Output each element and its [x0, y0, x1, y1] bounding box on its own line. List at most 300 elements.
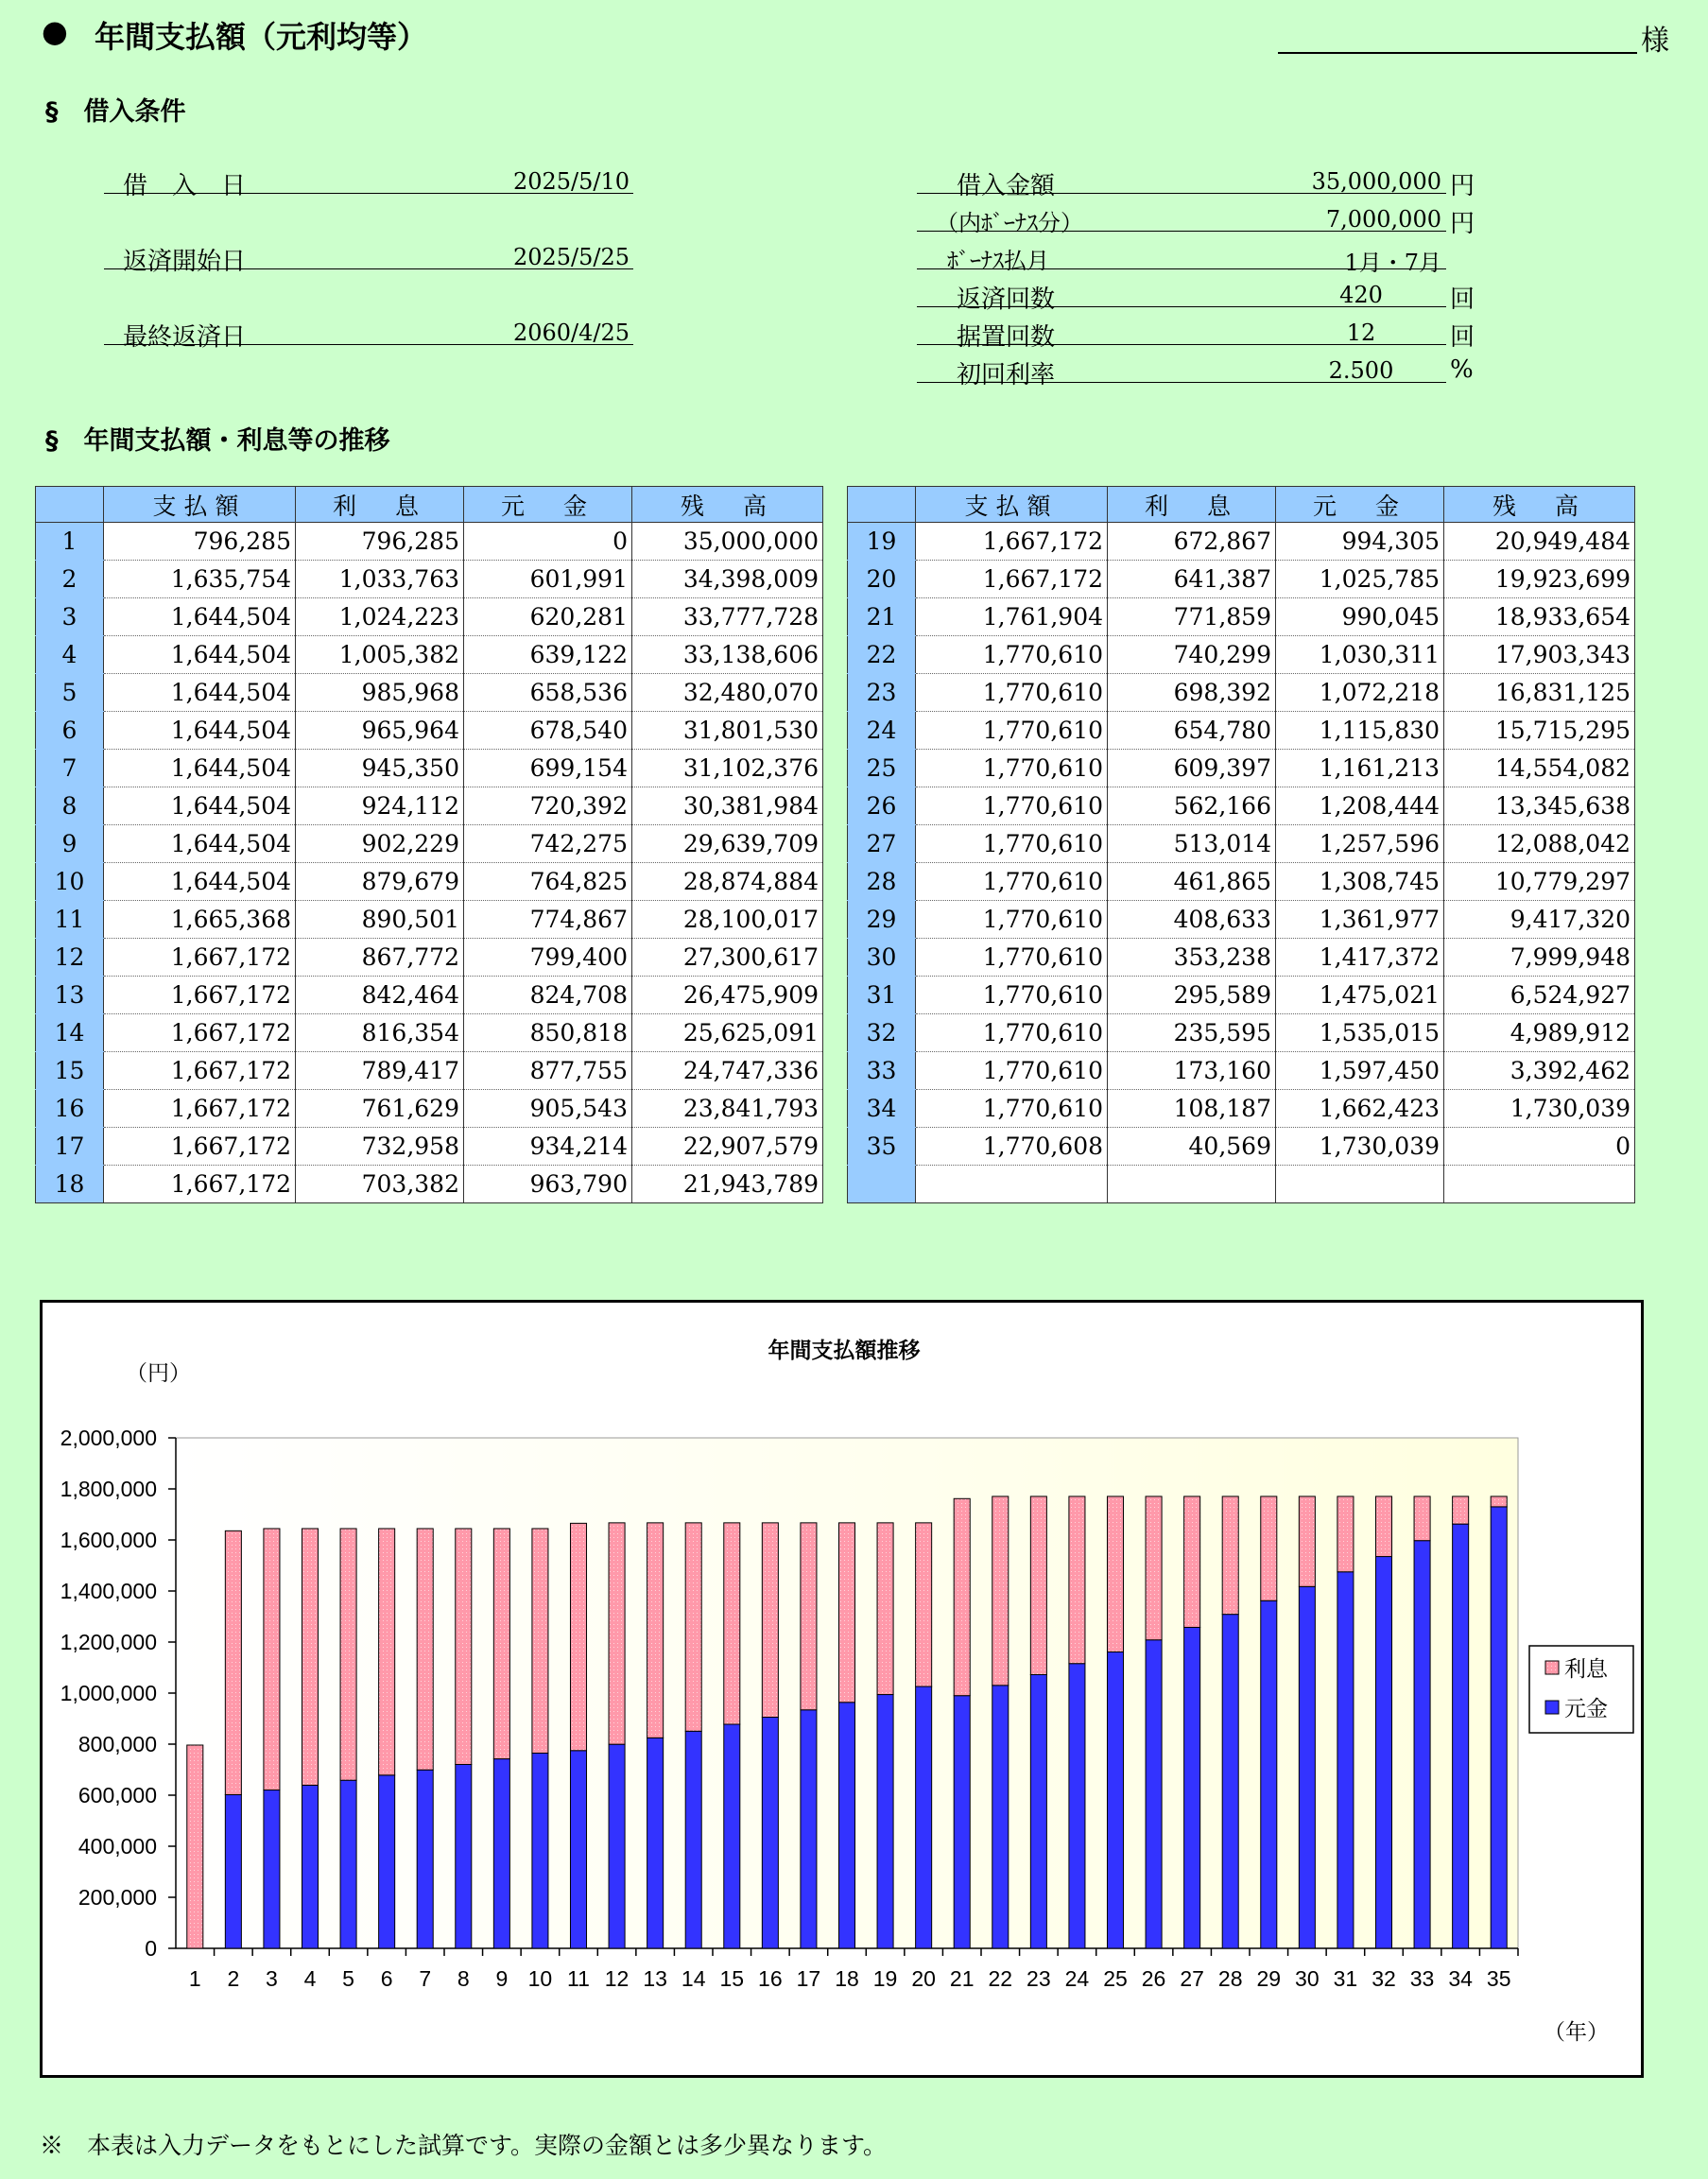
bar-principal	[801, 1710, 817, 1948]
amount-cell: 1,770,610	[916, 977, 1108, 1014]
amount-cell: 4,989,912	[1444, 1014, 1635, 1052]
condition-value: 12	[1346, 320, 1376, 346]
bar-principal	[762, 1718, 778, 1948]
column-header: 利 息	[1108, 487, 1276, 523]
amount-cell: 1,770,610	[916, 636, 1108, 674]
x-tick-label: 6	[380, 1966, 393, 1991]
amount-cell: 1,770,610	[916, 750, 1108, 787]
amount-cell: 742,275	[464, 825, 632, 863]
amount-cell: 761,629	[296, 1090, 464, 1128]
x-tick-label: 10	[527, 1966, 553, 1991]
condition-value: 2025/5/25	[512, 244, 630, 270]
condition-value: 2060/4/25	[512, 320, 630, 346]
bar-principal	[532, 1753, 548, 1948]
bar-interest	[647, 1523, 664, 1738]
bar-principal	[685, 1731, 701, 1948]
year-cell: 31	[848, 977, 916, 1014]
condition-label: 返済開始日	[123, 248, 247, 276]
amount-cell	[1444, 1166, 1635, 1203]
table-row	[848, 901, 1635, 939]
y-axis-unit-label: （円）	[126, 1360, 191, 1385]
column-header: 支払額	[916, 487, 1108, 523]
column-header: 支払額	[104, 487, 296, 523]
condition-value: 2.500	[1328, 357, 1394, 384]
bar-principal	[493, 1759, 509, 1948]
bar-principal	[916, 1686, 932, 1948]
amount-cell: 461,865	[1108, 863, 1276, 901]
year-cell: 30	[848, 939, 916, 977]
amount-cell: 890,501	[296, 901, 464, 939]
amortization-table-right	[847, 486, 1635, 1203]
bar-interest	[762, 1523, 778, 1718]
amount-cell: 7,999,948	[1444, 939, 1635, 977]
year-cell: 29	[848, 901, 916, 939]
year-cell: 17	[36, 1128, 104, 1166]
bar-interest	[225, 1530, 241, 1794]
bar-interest	[1146, 1496, 1162, 1640]
chart-panel	[40, 1300, 1644, 2078]
amount-cell: 0	[1444, 1128, 1635, 1166]
table-row	[848, 825, 1635, 863]
amount-cell: 25,625,091	[632, 1014, 823, 1052]
customer-name-field[interactable]	[1278, 52, 1637, 54]
amount-cell: 33,138,606	[632, 636, 823, 674]
amount-cell: 1,597,450	[1276, 1052, 1444, 1090]
bar-interest	[417, 1529, 433, 1770]
amount-cell: 789,417	[296, 1052, 464, 1090]
amount-cell: 1,667,172	[104, 1128, 296, 1166]
bar-interest	[379, 1529, 395, 1775]
amount-cell: 879,679	[296, 863, 464, 901]
table-row	[36, 523, 823, 561]
bar-principal	[1375, 1557, 1391, 1948]
amount-cell: 1,072,218	[1276, 674, 1444, 712]
bar-principal	[1491, 1507, 1507, 1948]
amount-cell: 1,662,423	[1276, 1090, 1444, 1128]
amount-cell: 23,841,793	[632, 1090, 823, 1128]
amount-cell: 3,392,462	[1444, 1052, 1635, 1090]
amount-cell: 21,943,789	[632, 1166, 823, 1203]
x-tick-label: 22	[988, 1966, 1013, 1991]
amount-cell: 1,005,382	[296, 636, 464, 674]
table-row	[848, 636, 1635, 674]
bar-principal	[340, 1780, 356, 1948]
x-tick-label: 33	[1409, 1966, 1435, 1991]
amount-cell: 703,382	[296, 1166, 464, 1203]
x-tick-label: 35	[1486, 1966, 1511, 1991]
bar-principal	[1453, 1524, 1469, 1948]
amount-cell: 24,747,336	[632, 1052, 823, 1090]
table-row	[848, 787, 1635, 825]
bar-interest	[532, 1529, 548, 1754]
y-tick-label: 200,000	[78, 1885, 157, 1910]
amount-cell: 678,540	[464, 712, 632, 750]
condition-label: ﾎﾞｰﾅｽ払月	[947, 248, 1049, 274]
amount-cell: 14,554,082	[1444, 750, 1635, 787]
amount-cell: 32,480,070	[632, 674, 823, 712]
section-loan-conditions: § 借入条件	[45, 97, 186, 127]
table-row	[848, 750, 1635, 787]
column-header	[848, 487, 916, 523]
bar-interest	[992, 1496, 1009, 1686]
amount-cell: 1,208,444	[1276, 787, 1444, 825]
table-row	[848, 1166, 1635, 1203]
table-row	[848, 523, 1635, 561]
table-row	[848, 1014, 1635, 1052]
amount-cell: 1,024,223	[296, 598, 464, 636]
year-cell: 24	[848, 712, 916, 750]
table-row	[848, 1128, 1635, 1166]
x-tick-label: 32	[1372, 1966, 1396, 1991]
bar-interest	[609, 1523, 625, 1744]
condition-label: 返済回数	[957, 285, 1056, 314]
amount-cell: 934,214	[464, 1128, 632, 1166]
amount-cell: 796,285	[296, 523, 464, 561]
table-row	[848, 561, 1635, 598]
x-tick-label: 13	[643, 1966, 667, 1991]
x-tick-label: 3	[266, 1966, 278, 1991]
amount-cell: 28,874,884	[632, 863, 823, 901]
legend-label-interest: 利息	[1564, 1656, 1608, 1681]
year-cell: 19	[848, 523, 916, 561]
amount-cell: 10,779,297	[1444, 863, 1635, 901]
amount-cell: 1,115,830	[1276, 712, 1444, 750]
amount-cell: 850,818	[464, 1014, 632, 1052]
amount-cell: 990,045	[1276, 598, 1444, 636]
x-tick-label: 1	[188, 1966, 201, 1991]
amount-cell: 1,033,763	[296, 561, 464, 598]
page-title: 年間支払額（元利均等）	[95, 19, 428, 55]
bar-interest	[838, 1523, 854, 1703]
amount-cell: 905,543	[464, 1090, 632, 1128]
amount-cell: 963,790	[464, 1166, 632, 1203]
bar-principal	[570, 1751, 586, 1948]
y-tick-label: 2,000,000	[60, 1426, 157, 1450]
table-row	[36, 674, 823, 712]
legend-swatch-principal	[1545, 1701, 1559, 1714]
condition-underline	[917, 382, 1446, 383]
amount-cell: 27,300,617	[632, 939, 823, 977]
bar-principal	[838, 1703, 854, 1948]
amount-cell: 1,665,368	[104, 901, 296, 939]
amount-cell: 698,392	[1108, 674, 1276, 712]
amount-cell: 34,398,009	[632, 561, 823, 598]
amount-cell: 31,801,530	[632, 712, 823, 750]
amount-cell: 877,755	[464, 1052, 632, 1090]
condition-underline	[917, 193, 1446, 194]
table-row	[848, 1052, 1635, 1090]
condition-underline	[917, 268, 1446, 269]
amount-cell: 601,991	[464, 561, 632, 598]
condition-underline	[104, 268, 633, 269]
x-tick-label: 28	[1217, 1966, 1243, 1991]
condition-value: 1月・7月	[1344, 250, 1441, 276]
bar-principal	[647, 1738, 664, 1948]
amount-cell: 639,122	[464, 636, 632, 674]
x-tick-label: 5	[342, 1966, 354, 1991]
condition-underline	[917, 231, 1446, 232]
year-cell: 15	[36, 1052, 104, 1090]
amount-cell: 1,667,172	[104, 1014, 296, 1052]
column-header: 利 息	[296, 487, 464, 523]
condition-value: 420	[1339, 282, 1383, 308]
amount-cell: 562,166	[1108, 787, 1276, 825]
amortization-table-left	[35, 486, 823, 1203]
table-row	[36, 863, 823, 901]
condition-label: 据置回数	[957, 323, 1056, 352]
table-row	[848, 598, 1635, 636]
amount-cell: 1,644,504	[104, 712, 296, 750]
bar-principal	[992, 1686, 1009, 1948]
bar-principal	[954, 1696, 970, 1948]
amount-cell: 1,761,904	[916, 598, 1108, 636]
year-cell: 14	[36, 1014, 104, 1052]
year-cell: 2	[36, 561, 104, 598]
bar-interest	[801, 1523, 817, 1710]
amount-cell: 924,112	[296, 787, 464, 825]
year-cell: 25	[848, 750, 916, 787]
amount-cell: 641,387	[1108, 561, 1276, 598]
condition-value: 2025/5/10	[512, 168, 630, 195]
amount-cell: 620,281	[464, 598, 632, 636]
amount-cell: 1,644,504	[104, 636, 296, 674]
bar-principal	[877, 1695, 893, 1948]
bar-principal	[1030, 1675, 1046, 1948]
bar-interest	[1337, 1496, 1354, 1572]
year-cell: 22	[848, 636, 916, 674]
table-row	[848, 712, 1635, 750]
year-cell: 3	[36, 598, 104, 636]
table-row	[36, 787, 823, 825]
amount-cell: 408,633	[1108, 901, 1276, 939]
amount-cell: 799,400	[464, 939, 632, 977]
amount-cell: 1,644,504	[104, 787, 296, 825]
year-cell: 7	[36, 750, 104, 787]
table-row	[848, 939, 1635, 977]
amount-cell: 108,187	[1108, 1090, 1276, 1128]
x-tick-label: 29	[1256, 1966, 1282, 1991]
bar-interest	[187, 1745, 203, 1948]
table-row	[36, 901, 823, 939]
bar-principal	[225, 1794, 241, 1948]
condition-unit: %	[1450, 355, 1474, 384]
amount-cell: 1,770,610	[916, 674, 1108, 712]
bar-interest	[1414, 1496, 1430, 1541]
table-row	[36, 561, 823, 598]
amount-cell: 0	[464, 523, 632, 561]
table-row	[36, 1014, 823, 1052]
table-row	[36, 1052, 823, 1090]
amount-cell: 20,949,484	[1444, 523, 1635, 561]
table-row	[36, 825, 823, 863]
condition-underline	[104, 344, 633, 345]
annual-payment-chart	[43, 1303, 1647, 2081]
table-row	[36, 636, 823, 674]
amount-cell: 16,831,125	[1444, 674, 1635, 712]
column-header	[36, 487, 104, 523]
bar-principal	[1184, 1627, 1200, 1948]
y-tick-label: 1,600,000	[60, 1528, 157, 1552]
amount-cell: 1,667,172	[916, 523, 1108, 561]
year-cell: 5	[36, 674, 104, 712]
amount-cell: 1,770,610	[916, 1090, 1108, 1128]
amount-cell: 774,867	[464, 901, 632, 939]
amount-cell: 235,595	[1108, 1014, 1276, 1052]
column-header: 残 高	[632, 487, 823, 523]
bar-principal	[1414, 1541, 1430, 1948]
x-tick-label: 34	[1448, 1966, 1473, 1991]
amount-cell: 33,777,728	[632, 598, 823, 636]
amount-cell: 842,464	[296, 977, 464, 1014]
table-row	[36, 712, 823, 750]
legend-label-principal: 元金	[1564, 1696, 1608, 1721]
condition-label: 借入金額	[957, 172, 1056, 200]
year-cell: 1	[36, 523, 104, 561]
bar-interest	[877, 1523, 893, 1695]
bar-interest	[1030, 1496, 1046, 1675]
amount-cell: 28,100,017	[632, 901, 823, 939]
year-cell: 27	[848, 825, 916, 863]
footnote: ※ 本表は入力データをもとにした試算です。実際の金額とは多少異なります。	[40, 2132, 888, 2159]
bar-principal	[609, 1744, 625, 1948]
amount-cell: 1,667,172	[104, 1166, 296, 1203]
x-tick-label: 18	[835, 1966, 859, 1991]
x-tick-label: 21	[949, 1966, 975, 1991]
x-tick-label: 4	[303, 1966, 317, 1991]
table-row	[848, 674, 1635, 712]
amount-cell: 9,417,320	[1444, 901, 1635, 939]
amount-cell: 654,780	[1108, 712, 1276, 750]
amount-cell: 353,238	[1108, 939, 1276, 977]
condition-value: 35,000,000	[1311, 168, 1441, 195]
amount-cell: 30,381,984	[632, 787, 823, 825]
amount-cell: 1,475,021	[1276, 977, 1444, 1014]
bar-interest	[302, 1529, 318, 1785]
amount-cell: 658,536	[464, 674, 632, 712]
year-cell: 34	[848, 1090, 916, 1128]
amount-cell: 1,667,172	[104, 1052, 296, 1090]
x-tick-label: 8	[457, 1966, 470, 1991]
honorific-label: 様	[1641, 25, 1669, 58]
bar-interest	[916, 1523, 932, 1686]
column-header: 元 金	[464, 487, 632, 523]
table-row	[848, 977, 1635, 1014]
x-tick-label: 16	[758, 1966, 783, 1991]
amount-cell: 6,524,927	[1444, 977, 1635, 1014]
amount-cell: 295,589	[1108, 977, 1276, 1014]
year-cell: 8	[36, 787, 104, 825]
year-cell: 32	[848, 1014, 916, 1052]
chart-title: 年間支払額推移	[768, 1338, 921, 1362]
table-row	[36, 1090, 823, 1128]
amount-cell	[1108, 1166, 1276, 1203]
bar-interest	[264, 1529, 280, 1790]
year-cell: 21	[848, 598, 916, 636]
year-cell: 26	[848, 787, 916, 825]
amount-cell: 867,772	[296, 939, 464, 977]
y-tick-label: 1,000,000	[60, 1681, 157, 1705]
bar-principal	[417, 1770, 433, 1948]
table-row	[36, 939, 823, 977]
x-tick-label: 17	[796, 1966, 821, 1991]
legend-swatch-interest	[1545, 1661, 1559, 1674]
amount-cell: 672,867	[1108, 523, 1276, 561]
amount-cell: 1,770,608	[916, 1128, 1108, 1166]
table-header-row	[36, 487, 823, 523]
bar-principal	[379, 1775, 395, 1948]
table-row	[36, 1128, 823, 1166]
amount-cell: 1,730,039	[1444, 1090, 1635, 1128]
table-header-row	[848, 487, 1635, 523]
amount-cell: 985,968	[296, 674, 464, 712]
year-cell: 11	[36, 901, 104, 939]
table-row	[36, 977, 823, 1014]
amount-cell: 1,667,172	[104, 977, 296, 1014]
bar-interest	[685, 1523, 701, 1731]
bar-interest	[340, 1529, 356, 1780]
amount-cell: 1,644,504	[104, 674, 296, 712]
amount-cell: 1,667,172	[916, 561, 1108, 598]
amount-cell: 720,392	[464, 787, 632, 825]
year-cell: 33	[848, 1052, 916, 1090]
amount-cell	[916, 1166, 1108, 1203]
amount-cell: 994,305	[1276, 523, 1444, 561]
y-tick-label: 800,000	[78, 1732, 157, 1756]
amount-cell: 1,308,745	[1276, 863, 1444, 901]
bar-principal	[724, 1724, 740, 1948]
bar-principal	[1337, 1572, 1354, 1948]
section-annual-transition: § 年間支払額・利息等の推移	[45, 426, 390, 456]
amount-cell: 609,397	[1108, 750, 1276, 787]
y-tick-label: 1,400,000	[60, 1579, 157, 1603]
condition-underline	[917, 344, 1446, 345]
condition-label: 借 入 日	[123, 172, 247, 200]
amount-cell: 17,903,343	[1444, 636, 1635, 674]
x-tick-label: 2	[227, 1966, 240, 1991]
amount-cell: 13,345,638	[1444, 787, 1635, 825]
bar-interest	[570, 1523, 586, 1750]
amount-cell: 31,102,376	[632, 750, 823, 787]
amount-cell: 26,475,909	[632, 977, 823, 1014]
amount-cell: 1,417,372	[1276, 939, 1444, 977]
year-cell: 16	[36, 1090, 104, 1128]
year-cell: 4	[36, 636, 104, 674]
amount-cell: 1,644,504	[104, 750, 296, 787]
table-row	[848, 1090, 1635, 1128]
bar-interest	[1261, 1496, 1277, 1600]
bar-principal	[1299, 1586, 1315, 1948]
x-tick-label: 12	[604, 1966, 630, 1991]
amount-cell: 771,859	[1108, 598, 1276, 636]
condition-underline	[917, 306, 1446, 307]
x-tick-label: 31	[1333, 1966, 1358, 1991]
y-tick-label: 0	[145, 1936, 157, 1961]
amount-cell: 1,644,504	[104, 863, 296, 901]
amount-cell: 764,825	[464, 863, 632, 901]
table-row	[848, 863, 1635, 901]
condition-value: 7,000,000	[1325, 206, 1441, 233]
y-tick-label: 1,800,000	[60, 1477, 157, 1501]
bar-interest	[954, 1498, 970, 1695]
amount-cell: 1,770,610	[916, 825, 1108, 863]
bar-interest	[724, 1523, 740, 1724]
amount-cell: 1,030,311	[1276, 636, 1444, 674]
amount-cell: 1,730,039	[1276, 1128, 1444, 1166]
x-tick-label: 20	[911, 1966, 936, 1991]
x-axis-unit-label: （年）	[1544, 2019, 1609, 2044]
amount-cell: 1,770,610	[916, 787, 1108, 825]
condition-unit: 回	[1450, 285, 1475, 314]
